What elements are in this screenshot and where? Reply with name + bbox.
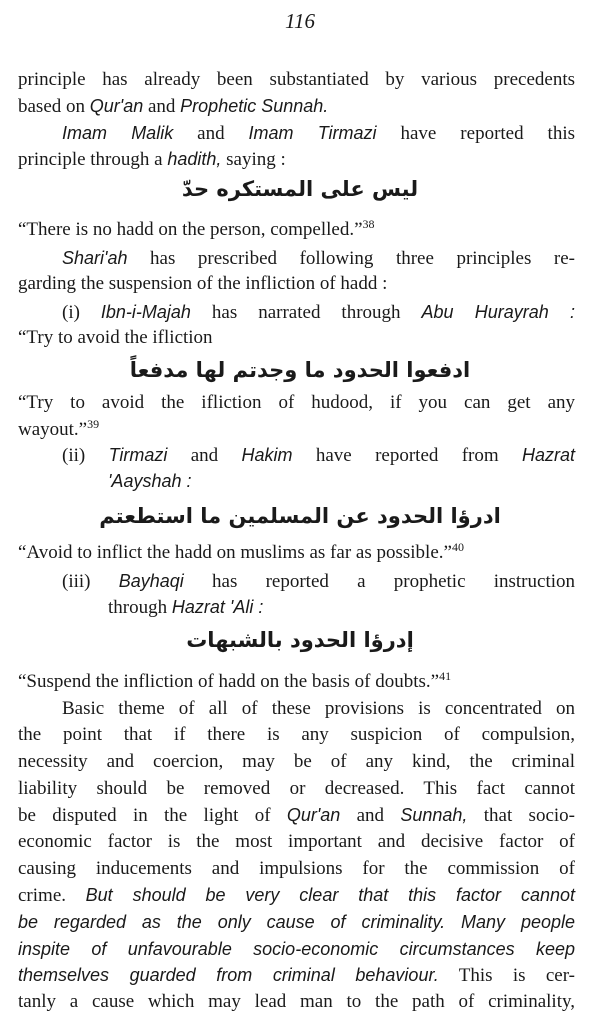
text-line: themselves guarded from criminal behaviour. This is cer- [18, 965, 576, 986]
text-line: the point that if there is any suspicion of compulsion, [18, 724, 575, 745]
arabic-hadith: ادفعوا الحدود ما وجدتم لها مدفعاً [129, 358, 471, 382]
quote-line: wayout.”$^{39}$ [18, 417, 100, 440]
quote-line: “Suspend the infliction of hadd on the basis of doubts.”$^{41}$ [18, 669, 452, 692]
list-item: (ii) Tirmazi and Hakim have reported from Hazrat [62, 445, 575, 466]
text-line: liability should be removed or decreased. This fact cannot [18, 778, 575, 799]
text-line: crime. But should be very clear that this factor cannot [18, 885, 575, 906]
text-line: based on Qur'an and Prophetic Sunnah. [18, 96, 329, 117]
text-line: principle through a hadith, saying : [18, 149, 286, 170]
text-line: Basic theme of all of these provisions is concentrated on [62, 698, 575, 719]
arabic-hadith: ادرؤا الحدود عن المسلمين ما استطعتم [99, 504, 501, 528]
text-line: be disputed in the light of Qur'an and Sunnah, that socio- [18, 805, 575, 826]
page-number: 116 [285, 9, 315, 33]
quote-line: “Try to avoid the ifliction [18, 327, 213, 348]
text-line: necessity and coercion, may be of any kind, the criminal [18, 751, 575, 772]
text-line: through Hazrat 'Ali : [108, 597, 264, 618]
text-line: principle has already been substantiated by various precedents [18, 69, 575, 90]
text-line: garding the suspension of the infliction of hadd : [18, 273, 388, 294]
text-line: be regarded as the only cause of criminality. Many people [18, 912, 575, 932]
text-line: economic factor is the most important and decisive factor of [18, 831, 575, 852]
text-line: Shari'ah has prescribed following three principles re- [62, 248, 575, 269]
text-line: Imam Malik and Imam Tirmazi have reported this [62, 123, 575, 144]
quote-line: “There is no hadd on the person, compelled.”$^{38}$ [18, 217, 375, 240]
arabic-hadith: إدرؤا الحدود بالشبهات [186, 628, 414, 652]
quote-line: “Avoid to inflict the hadd on muslims as far as possible.”$^{40}$ [18, 540, 464, 563]
quote-line: “Try to avoid the ifliction of hudood, if you can get any [18, 392, 575, 413]
text-line: tanly a cause which may lead man to the path of criminality, [18, 991, 575, 1012]
text-line: inspite of unfavourable socio-economic circumstances keep [18, 939, 575, 959]
text-line: causing inducements and impulsions for the commission of [18, 858, 575, 879]
text-line: 'Aayshah : [108, 471, 192, 491]
list-item: (iii) Bayhaqi has reported a prophetic instruction [62, 571, 575, 592]
arabic-hadith: ليس على المستكره حدّ [181, 177, 419, 201]
list-item: (i) Ibn-i-Majah has narrated through Abu Hurayrah : [62, 302, 575, 323]
